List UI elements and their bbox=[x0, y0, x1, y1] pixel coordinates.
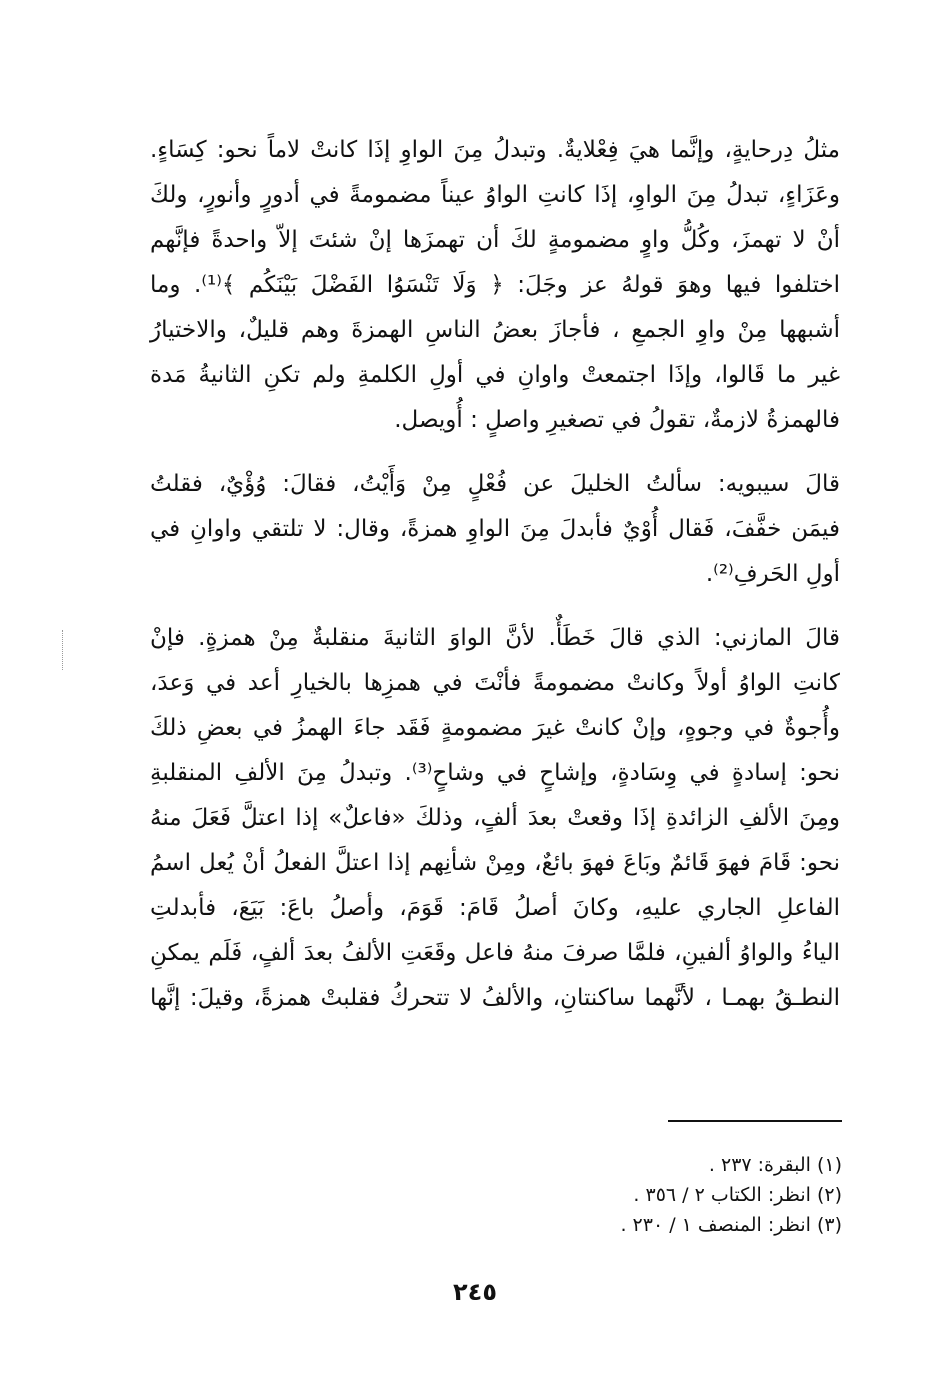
paragraph-1 bbox=[150, 128, 840, 443]
text-line: غير ما قَالوا، وإذَا اجتمعتْ واوانِ في أولِ الكلمةِ ولم تكنِ الثانيةُ مَدة bbox=[150, 362, 840, 388]
text-line: فالهمزةُ لازمةٌ، تقولُ في تصغيرِ واصلٍ : أُويصل. bbox=[394, 407, 840, 433]
paragraph-2 bbox=[150, 462, 840, 597]
text-line: نحو: قَامَ فهوَ قَائمٌ وبَاعَ فهوَ بائعٌ، ومِنْ شأنِهم إذا اعتلَّ الفعلُ أنْ يُعل اسمُ bbox=[150, 850, 840, 876]
text-line: أولِ الحَرفِ⁽²⁾. bbox=[705, 561, 840, 587]
text-line: قالَ المازني: الذي قالَ خَطَأٌ. لأنَّ الواوَ الثانيةَ منقلبةٌ مِنْ همزةٍ. فإنْ bbox=[150, 625, 840, 651]
text-line: الفاعلِ الجاري عليهِ، وكانَ أصلُ قَامَ: قَوَمَ، وأصلُ باعَ: بَيَعَ، فأبدلتِ bbox=[150, 895, 840, 921]
text-line: اختلفوا فيها وهوَ قولهُ عز وجَلَ: ﴿ وَلَا تَنْسَوُا الفَضْلَ بَيْنَكُم ﴾⁽¹⁾. وما bbox=[150, 272, 840, 298]
footnote-3: (٣) انظر: المنصف ١ / ٢٣٠ . bbox=[620, 1214, 842, 1236]
page-number: ٢٤٥ bbox=[453, 1278, 497, 1306]
text-line: كانتِ الواوُ أولاً وكانتْ مضمومةً فأنْتَ في همزِها بالخيارِ أعد في وَعدَ، bbox=[150, 670, 840, 696]
paragraph-3 bbox=[150, 616, 840, 1021]
text-line: مثلُ دِرحايةٍ، وإنَّما هيَ فِعْلايةٌ. وتبدلُ مِنَ الواوِ إذَا كانتْ لاماً نحو: كِسَاءٍ. bbox=[150, 137, 840, 163]
text-line: أشبهها مِنْ واوِ الجمعِ ، فأجازَ بعضُ الناسِ الهمزةَ وهم قليلٌ، والاختيارُ bbox=[150, 317, 840, 343]
footnote-2: (٢) انظر: الكتاب ٢ / ٣٥٦ . bbox=[633, 1184, 842, 1206]
footnote-1: (١) البقرة: ٢٣٧ . bbox=[708, 1154, 842, 1176]
text-line: نحو: إسادةٍ في وِسَادةٍ، وإشاحٍ في وشاحٍ⁽³⁾. وتبدلُ مِنَ الألفِ المنقلبةِ bbox=[150, 760, 840, 786]
footnotes bbox=[392, 1150, 842, 1240]
text-line: وعَزَاءٍ، تبدلُ مِنَ الواوِ، إذَا كانتِ الواوُ عيناً مضمومةً في أدورٍ وأنورٍ، ولكَ bbox=[150, 182, 840, 208]
text-line: الياءُ والواوُ ألفينِ، فلمَّا صرفَ منهُ فاعل وقَعَتِ الألفُ بعدَ ألفٍ، فَلَم يمكنِ bbox=[150, 940, 840, 966]
text-line: فيمَن خفَّفَ، فَقال أُوْيٌ فأبدلَ مِنَ الواوِ همزةً، وقال: لا تلتقي واوانِ في bbox=[150, 516, 840, 542]
text-line: قالَ سيبويه: سألتُ الخليلَ عن فُعْلٍ مِنْ وَأَيْتُ، فقالَ: وُؤْيٌ، فقلتُ bbox=[150, 471, 840, 497]
margin-mark bbox=[62, 630, 65, 670]
main-text bbox=[150, 128, 840, 1021]
text-line: وأُجوةٌ في وجوهٍ، وإنْ كانتْ غيرَ مضمومةٍ فَقَد جاءَ الهمزُ في بعضِ ذلكَ bbox=[150, 715, 840, 741]
text-line: النطـقُ بهمـا ، لأنَّهما ساكنتانِ، والألفُ لا تتحركُ فقلبتْ همزةً، وقيلَ: إنَّها bbox=[150, 985, 840, 1011]
text-line: ومِنَ الألفِ الزائدةِ إذَا وقعتْ بعدَ ألفٍ، وذلكَ «فاعلٌ» إذا اعتلَّ فَعَلَ منهُ bbox=[150, 805, 840, 831]
footnote-separator bbox=[668, 1120, 842, 1122]
text-line: أنْ لا تهمزَ، وكُلُّ واوٍ مضمومةٍ لكَ أن تهمزَها إنْ شئتَ إلاّ واحدةً فإنَّهم bbox=[150, 227, 840, 253]
